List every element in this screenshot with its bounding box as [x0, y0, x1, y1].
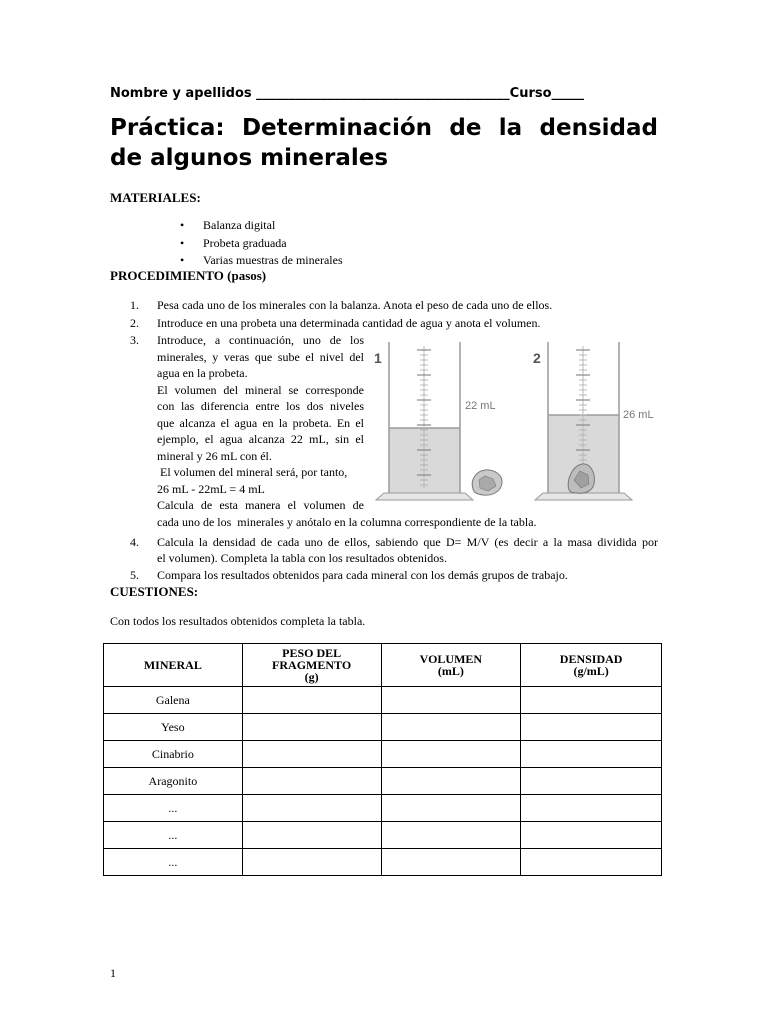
table-row: [104, 822, 662, 849]
step-number: 1.: [130, 298, 139, 312]
step-number: 4.: [130, 535, 139, 549]
peso-cell[interactable]: [242, 687, 381, 714]
mineral-name-cell: ...: [104, 795, 243, 822]
name-course-line: Nombre y apellidos _______________________________________Curso_____: [110, 86, 585, 101]
results-table: [103, 643, 662, 876]
mineral-name-cell: Cinabrio: [104, 741, 243, 768]
peso-cell[interactable]: [242, 741, 381, 768]
procedimiento-heading: PROCEDIMIENTO (pasos): [110, 268, 267, 283]
bullet-icon: •: [180, 218, 185, 232]
volumen-cell[interactable]: [381, 768, 521, 795]
peso-cell[interactable]: [242, 849, 381, 876]
reading-22ml: 22 mL: [465, 400, 496, 412]
peso-cell[interactable]: [242, 822, 381, 849]
column-header-volumen: VOLUMEN (mL): [381, 644, 521, 687]
step-3-line: que alcanza el agua en la probeta. En el: [157, 415, 364, 430]
cuestiones-intro: Con todos los resultados obtenidos completa la tabla.: [110, 614, 366, 628]
volumen-cell[interactable]: [381, 822, 521, 849]
step-number: 2.: [130, 316, 139, 330]
page-title: Práctica: Determinación de la densidad de algunos minerales: [110, 115, 658, 171]
densidad-cell[interactable]: [521, 714, 662, 741]
mineral-name-cell: Aragonito: [104, 768, 243, 795]
mineral-sample-outside: [472, 470, 502, 495]
figure-label-1: 1: [374, 350, 382, 366]
peso-cell[interactable]: [242, 768, 381, 795]
step-3-line: con las diferencia entre los dos niveles: [157, 399, 364, 413]
step-number: 5.: [130, 568, 139, 582]
peso-cell[interactable]: [242, 714, 381, 741]
page-number: 1: [110, 966, 116, 980]
step-4-line-2: el volumen). Completa la tabla con los resultados obtenidos.: [157, 551, 447, 565]
volumen-cell[interactable]: [381, 795, 521, 822]
materiales-heading: MATERIALES:: [110, 190, 201, 205]
step-number: 3.: [130, 333, 139, 347]
column-header-peso: PESO DEL FRAGMENTO (g): [242, 644, 381, 687]
table-header-row: [104, 644, 662, 687]
worksheet-page: Nombre y apellidos _______________________________________Curso_____ Práctica: Determinación de la densidad de algunos minerales MATERIALES: • Balanza digital • Probeta graduada • Varias muestras de minerales PROCEDIMIENTO (pasos) 1. Pesa cada uno de los minerales con la balanza. Anota el peso de cada uno de ellos. 2. Introduce en una probeta una determinada cantidad de agua y anota el volumen. 3. Introduce, a continuación, uno de los minerales, y veras que sube el nivel del agua en la probeta. El volumen del mineral se corresponde con las diferencia entre los dos niveles que alcanza el agua en la probeta. En el ejemplo, el agua alcanza 22 mL, sin el mineral y 26 mL con él. El volumen del mineral será, por tanto, 26 mL - 22mL = 4 mL Calcula de esta manera el volumen de cada uno de los minerales y anótalo en la columna correspondiente de la tabla. 1 2 22 mL 26 mL 4. Calcula la densidad de cada uno de ellos, sabiendo que D= M/V (es decir a la masa dividida por el volumen). Completa la tabla con los resultados obtenidos. 5. Compara los resultados obtenidos para cada mineral con los demás grupos de trabajo. CUESTIONES: Con todos los resultados obtenidos completa la tabla. MINERAL PESO DEL FRAGMENTO (g) VOLUMEN (mL) DENSIDAD (g/mL) Galena Yeso Cinabrio Aragonito ... ... ... 1: [0, 0, 768, 1024]
step-3-line: Introduce, a continuación, uno de los: [157, 333, 364, 347]
mineral-name-cell: ...: [104, 822, 243, 849]
step-1-text: Pesa cada uno de los minerales con la balanza. Anota el peso de cada uno de ellos.: [157, 298, 553, 312]
column-header-densidad: DENSIDAD (g/mL): [521, 644, 662, 687]
step-5-text: Compara los resultados obtenidos para cada mineral con los demás grupos de trabajo.: [157, 568, 568, 582]
densidad-cell[interactable]: [521, 849, 662, 876]
peso-cell[interactable]: [242, 795, 381, 822]
table-row: [104, 741, 662, 768]
column-header-mineral: MINERAL: [104, 644, 243, 687]
step-3-line: minerales, y veras que sube el nivel del: [157, 349, 364, 364]
step-4-line-1: Calcula la densidad de cada uno de ellos, sabiendo que D= M/V (es decir a la masa dividida por: [157, 535, 658, 549]
table-row: [104, 768, 662, 795]
step-3-line: mineral y 26 mL con él.: [157, 448, 272, 463]
graduated-cylinders-figure: [372, 342, 657, 502]
reading-26ml: 26 mL: [623, 409, 654, 421]
densidad-cell[interactable]: [521, 768, 662, 795]
volumen-cell[interactable]: [381, 714, 521, 741]
densidad-cell[interactable]: [521, 741, 662, 768]
volumen-cell[interactable]: [381, 849, 521, 876]
figure-label-2: 2: [533, 350, 541, 366]
table-row: [104, 795, 662, 822]
densidad-cell[interactable]: [521, 795, 662, 822]
table-row: [104, 714, 662, 741]
step-2-text: Introduce en una probeta una determinada cantidad de agua y anota el volumen.: [157, 316, 541, 330]
step-3-line: Calcula de esta manera el volumen de: [157, 498, 364, 512]
table-row: [104, 687, 662, 714]
step-3-line: agua en la probeta.: [157, 366, 248, 380]
step-3-line: El volumen del mineral será, por tanto,: [157, 465, 348, 479]
step-3-line: 26 mL - 22mL = 4 mL: [157, 481, 265, 496]
densidad-cell[interactable]: [521, 687, 662, 714]
step-3-paragraph: [157, 332, 364, 514]
mineral-name-cell: ...: [104, 849, 243, 876]
volumen-cell[interactable]: [381, 687, 521, 714]
step-3-line: El volumen del mineral se corresponde: [157, 382, 364, 397]
bullet-icon: •: [180, 236, 185, 250]
bullet-icon: •: [180, 253, 185, 267]
step-3-line: ejemplo, el agua alcanza 22 mL, sin el: [157, 432, 364, 446]
table-row: [104, 849, 662, 876]
densidad-cell[interactable]: [521, 822, 662, 849]
cuestiones-heading: CUESTIONES:: [110, 584, 199, 599]
volumen-cell[interactable]: [381, 741, 521, 768]
step-3-tail: cada uno de los minerales y anótalo en la columna correspondiente de la tabla.: [157, 515, 537, 529]
mineral-name-cell: Yeso: [104, 714, 243, 741]
mineral-name-cell: Galena: [104, 687, 243, 714]
